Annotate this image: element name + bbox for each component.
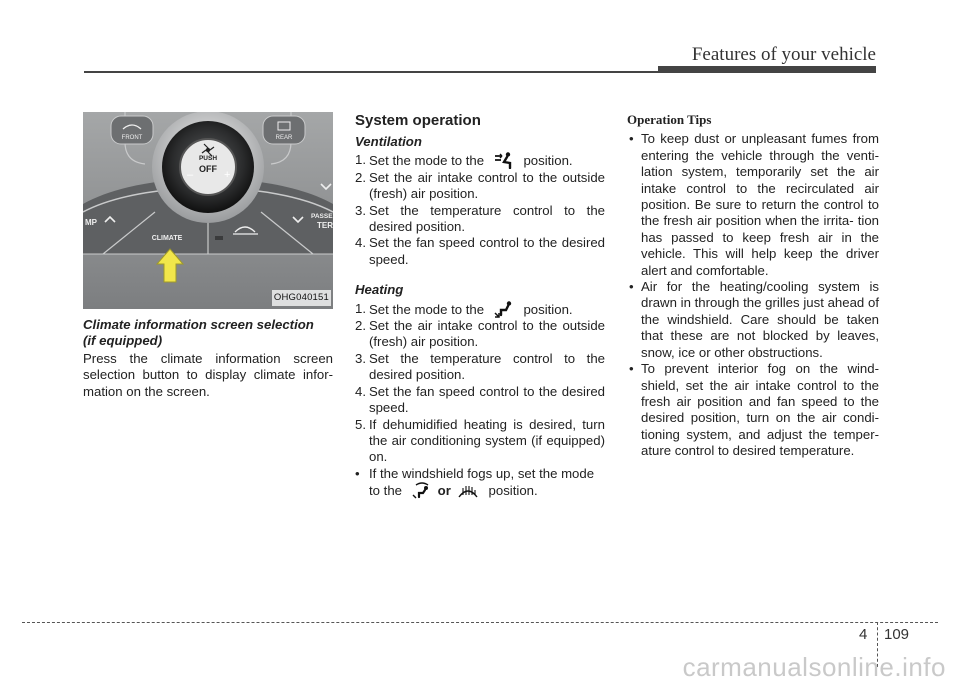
list-item: • If the windshield fogs up, set the mode to the or position. — [355, 465, 595, 499]
subsection-title-heating: Heating — [355, 282, 404, 298]
list-item: 5. If dehumidified heating is desired, turn the air conditioning system (if equipped) on. — [355, 416, 605, 465]
photo-reference-code: OHG040151 — [272, 290, 331, 306]
figure-caption — [83, 317, 333, 349]
rear-defrost-label: REAR — [275, 135, 293, 141]
ventilation-steps — [355, 152, 605, 268]
watermark: carmanualsonline.info — [682, 652, 946, 682]
list-item: 2. Set the air intake control to the outside (fresh) air position. — [355, 169, 605, 202]
column-right — [627, 112, 879, 460]
passenger-temp-label: TER — [317, 221, 333, 230]
list-item: 2. Set the air intake control to the outside (fresh) air position. — [355, 318, 605, 350]
list-item: 3. Set the temperature control to the desired position. — [355, 350, 605, 383]
section-title: System operation — [355, 112, 481, 129]
body-paragraph: Press the climate information screen selection button to display climate infor- mation on the screen. — [83, 351, 333, 399]
list-item: 3. Set the temperature control to the desired position. — [355, 202, 605, 235]
header-rule-accent — [658, 66, 876, 72]
operation-tips-title: Operation Tips — [627, 112, 712, 127]
climate-panel-illustration — [83, 112, 333, 309]
floor-defrost-mode-icon — [412, 482, 432, 499]
passenger-label: PASSE — [311, 213, 333, 220]
column-middle — [355, 112, 605, 500]
climate-panel-photo — [83, 112, 333, 309]
climate-button-label: CLIMATE — [151, 235, 183, 242]
subsection-title-ventilation: Ventilation — [355, 134, 422, 149]
plus-glyph: + — [224, 169, 231, 181]
off-label: OFF — [199, 164, 217, 174]
footer-rule — [22, 622, 938, 623]
list-item: • Air for the heating/cooling system is drawn in through the grilles just ahead of the windshield. Care should be taken that these are not blocked by leaves, snow, ice or other obstructions. — [629, 279, 879, 360]
list-item: 1. Set the mode to the position. — [355, 152, 573, 169]
operation-tips-list — [627, 131, 879, 459]
face-vent-mode-icon — [494, 152, 514, 169]
push-label: PUSH — [198, 155, 218, 162]
front-defrost-label: FRONT — [121, 135, 143, 141]
running-header-title: Features of your vehicle — [691, 44, 876, 65]
indicator-led — [215, 236, 223, 240]
list-item: 4. Set the fan speed control to the desired speed. — [355, 383, 605, 416]
temp-label: MP — [85, 218, 97, 227]
list-item: • To prevent interior fog on the wind- shield, set the air intake control to the fresh air position and fan speed to the desired position, turn on the air condi- tioning system, and adjust the temper- ature control to desired temperature. — [629, 361, 879, 459]
chapter-number: 4 — [859, 626, 868, 643]
floor-vent-mode-icon — [494, 301, 514, 318]
heating-steps — [355, 301, 605, 500]
column-left — [83, 112, 333, 400]
list-item: • To keep dust or unpleasant fumes from entering the vehicle through the venti- lation system, temporarily set the air intake control to the recirculated air position. Be sure to return the control to the fresh air position when the irrita- tion has passed to keep fresh air in the vehicle. This will help keep the driver alert and comfortable. — [629, 131, 879, 278]
list-item: 4. Set the fan speed control to the desired speed. — [355, 235, 605, 267]
page-number: 109 — [884, 626, 910, 643]
caption-line: Climate information screen selection — [83, 317, 314, 332]
list-item: 1. Set the mode to the position. — [355, 300, 573, 317]
windshield-defrost-icon — [457, 482, 479, 499]
minus-glyph: – — [187, 169, 194, 181]
caption-line: (if equipped) — [83, 333, 163, 348]
